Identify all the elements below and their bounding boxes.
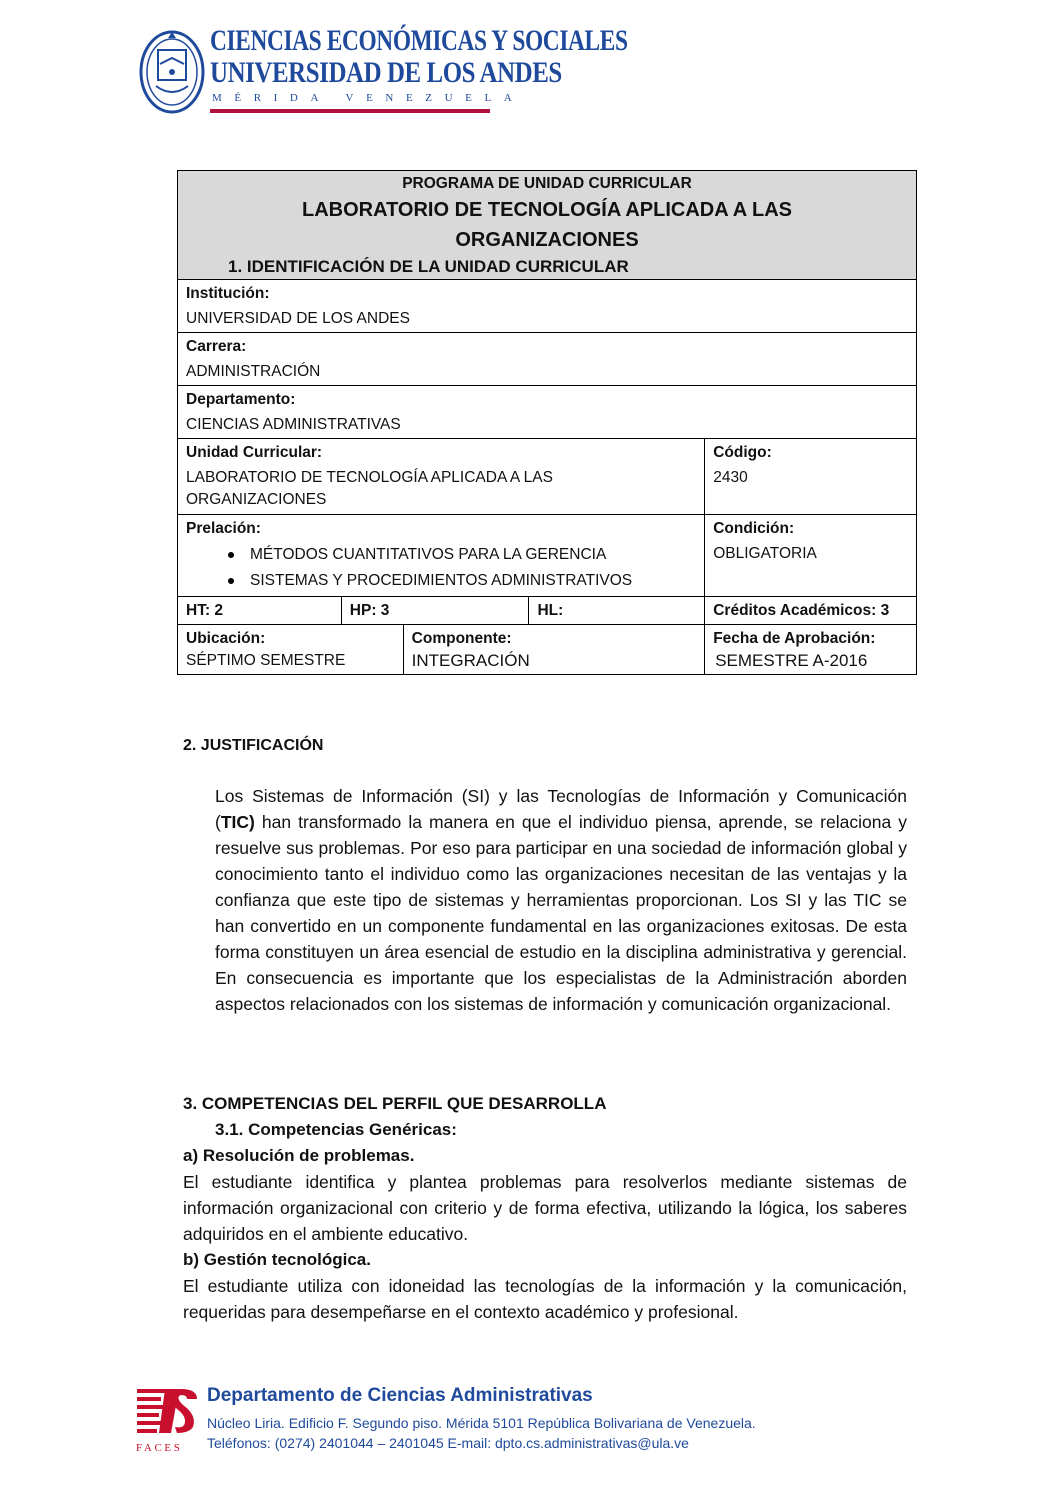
footer-department-name: Departamento de Ciencias Administrativas [207,1385,593,1406]
section-identification: 1. IDENTIFICACIÓN DE LA UNIDAD CURRICULAR [228,257,629,276]
hp-cell: HP: 3 [341,597,529,625]
department-label: Departamento: [186,391,296,408]
course-title-line2: ORGANIZACIONES [455,229,639,251]
approval-cell [705,625,917,675]
career-cell [178,333,917,386]
condition-value: OBLIGATORIA [713,545,817,562]
competency-a-text: El estudiante identifica y plantea problemas para resolverlos mediante sistemas de información organizacional con criterio y de forma efectiva, utilizando la lógica, los saberes adquiridos en el ambiente educativo. [183,1172,907,1244]
header-logo [138,20,628,120]
location-value: SÉPTIMO SEMESTRE [186,652,346,669]
unit-value-line1: LABORATORIO DE TECNOLOGÍA APLICADA A LAS [186,469,553,486]
location-label: Ubicación: [186,630,266,647]
footer-contact: Teléfonos: (0274) 2401044 – 2401045 E-mail: dpto.cs.administrativas@ula.ve [207,1435,689,1451]
career-value: ADMINISTRACIÓN [186,363,321,380]
condition-cell [705,515,917,597]
competency-b-text: El estudiante utiliza con idoneidad las tecnologías de la información y la comunicación, requeridas para desempeñarse en el contexto académico y profesional. [183,1276,907,1322]
component-label: Componente: [411,630,512,647]
unit-label: Unidad Curricular: [186,444,323,461]
institution-value: UNIVERSIDAD DE LOS ANDES [186,310,410,327]
header-faculty-name: CIENCIAS ECONÓMICAS Y SOCIALES [210,24,628,57]
header-location: MÉRIDA VENEZUELA [212,92,525,104]
prerequisite-cell [178,515,705,597]
justification-heading: 2. JUSTIFICACIÓN [183,737,324,754]
hl-cell: HL: [529,597,705,625]
prerequisite-item: SISTEMAS Y PROCEDIMIENTOS ADMINISTRATIVOS [186,568,696,594]
approval-label: Fecha de Aprobación: [713,630,876,647]
svg-text:FACES: FACES [136,1442,183,1454]
ht-cell: HT: 2 [178,597,342,625]
footer-address: Núcleo Liria. Edificio F. Segundo piso. Mérida 5101 República Bolivariana de Venezuela. [207,1415,756,1431]
tic-term: TIC) [220,812,255,832]
code-cell [705,439,917,515]
competency-a-title: a) Resolución de problemas. [183,1146,415,1165]
course-title-line1: LABORATORIO DE TECNOLOGÍA APLICADA A LAS [302,199,792,221]
condition-label: Condición: [713,520,795,537]
university-seal-icon [138,24,206,116]
generic-competencies-heading: 3.1. Competencias Genéricas: [215,1120,457,1139]
competency-b-title: b) Gestión tecnológica. [183,1250,371,1269]
header-university-name: UNIVERSIDAD DE LOS ANDES [210,56,562,89]
prerequisite-label: Prelación: [186,520,261,537]
footer [135,1385,756,1455]
unit-cell [178,439,705,515]
institution-cell [178,280,917,333]
department-value: CIENCIAS ADMINISTRATIVAS [186,416,401,433]
code-label: Código: [713,444,772,461]
institution-label: Institución: [186,285,270,302]
unit-value-line2: ORGANIZACIONES [186,491,327,508]
career-label: Carrera: [186,338,247,355]
department-cell [178,386,917,439]
component-value: INTEGRACIÓN [411,651,530,670]
component-cell [403,625,705,675]
program-label: PROGRAMA DE UNIDAD CURRICULAR [402,175,692,192]
justification-paragraph: Los Sistemas de Información (SI) y las Tecnologías de Información y Comunicación (TIC) han transformado la manera en que el individuo piensa, aprende, se relaciona y resuelve sus problemas. Por eso para participar en una sociedad de información global y conocimiento tanto el individuo como las organizaciones necesitan de las ventajas y la confianza que este tipo de sistemas y herramientas proporcionan. Los SI y las TIC se han convertido en un componente fundamental en las organizaciones exitosas. De esta forma constituyen un área esencial de estudio en la disciplina administrativa y gerencial. En consecuencia es importante que los especialistas de la Administración aborden aspectos relacionados con los sistemas de información y comunicación organizacional. [215,786,907,1014]
faces-logo-icon [135,1385,201,1455]
prerequisite-item: MÉTODOS CUANTITATIVOS PARA LA GERENCIA [186,542,696,568]
credits-cell: Créditos Académicos: 3 [705,597,917,625]
table-header [178,171,917,280]
code-value: 2430 [713,469,748,486]
approval-value: SEMESTRE A-2016 [715,651,868,670]
competencies-heading: 3. COMPETENCIAS DEL PERFIL QUE DESARROLLA [183,1094,607,1113]
header-rule [210,109,490,113]
location-cell [178,625,404,675]
curricular-table [177,170,917,675]
